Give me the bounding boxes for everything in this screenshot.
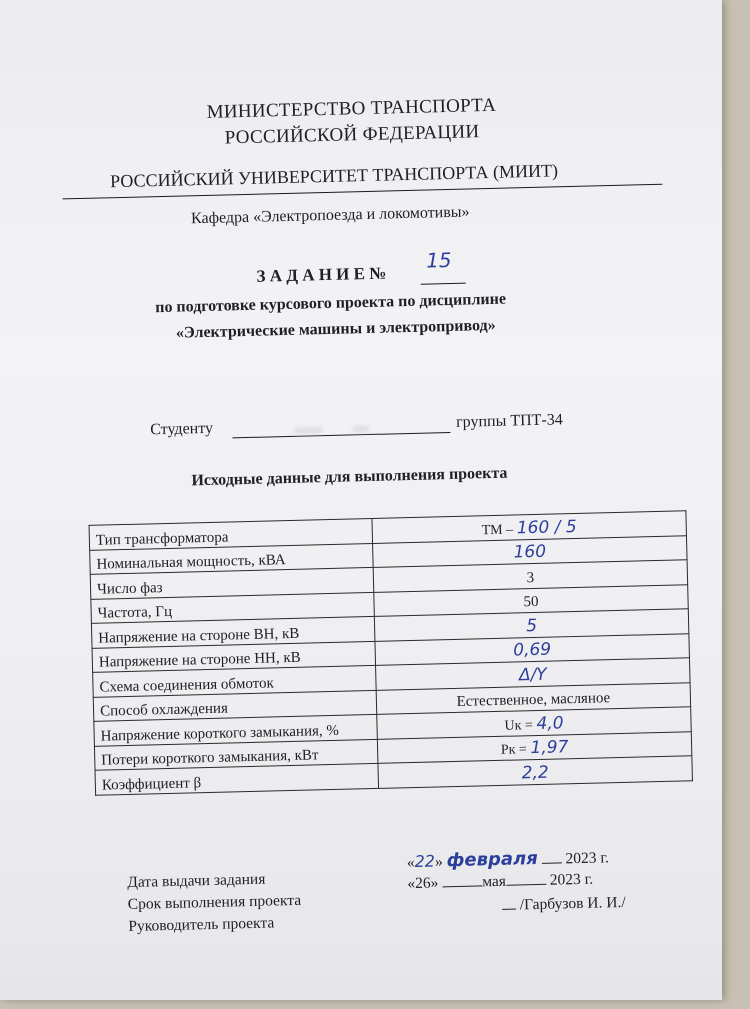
param-value: 160 <box>513 542 546 563</box>
ministry-line2: РОССИЙСКОЙ ФЕДЕРАЦИИ <box>0 116 713 156</box>
deadline-label: Срок выполнения проекта <box>128 892 302 914</box>
param-label: Потери короткого замыкания, кВт <box>94 739 378 770</box>
param-value: 2,2 <box>521 762 549 783</box>
param-label: Способ охлаждения <box>93 690 377 721</box>
deadline-day: 26 <box>415 875 431 892</box>
issue-date-label: Дата выдачи задания <box>127 871 266 892</box>
assignment-number-line <box>421 283 466 285</box>
param-value: Δ/Y <box>519 664 547 685</box>
param-label: Число фаз <box>90 567 374 598</box>
supervisor-label: Руководитель проекта <box>128 914 274 936</box>
param-label: Номинальная мощность, кВА <box>90 543 374 574</box>
param-value: 3 <box>526 570 534 586</box>
student-name-redacted <box>353 426 369 432</box>
ministry-line1: МИНИСТЕРСТВО ТРАНСПОРТА <box>0 90 713 130</box>
param-label: Частота, Гц <box>91 592 375 623</box>
param-value: 5 <box>526 615 537 635</box>
param-label: Тип трансформатора <box>89 518 373 549</box>
param-value: 0,69 <box>513 640 551 661</box>
param-prefix: ТМ – <box>482 522 514 538</box>
issue-day: 22 <box>414 852 435 871</box>
param-label: Напряжение короткого замыкания, % <box>94 714 378 745</box>
param-label: Схема соединения обмоток <box>93 665 377 696</box>
deadline-month: мая <box>482 873 506 891</box>
supervisor-signature <box>502 894 626 915</box>
param-label: Напряжение на стороне ВН, кВ <box>91 616 375 647</box>
student-label: Студенту <box>150 420 213 440</box>
param-value: 1,97 <box>530 737 568 758</box>
issue-date: «22» февраля 2023 г. <box>407 846 610 872</box>
student-name-redacted <box>294 427 322 434</box>
param-value: Естественное, масляное <box>456 690 610 710</box>
section-title: Исходные данные для выполнения проекта <box>191 465 507 491</box>
student-group: группы ТПТ-34 <box>456 411 563 432</box>
param-prefix: Pк = <box>501 742 527 758</box>
param-label: Коэффициент β <box>95 763 379 794</box>
parameters-table <box>89 510 693 795</box>
issue-year: 2023 г. <box>565 849 609 867</box>
deadline-date: «26» мая 2023 г. <box>407 871 593 894</box>
param-value: 4,0 <box>536 713 564 734</box>
department-name: Кафедра «Электропоезда и локомотивы» <box>191 203 470 228</box>
param-value: 160 / 5 <box>517 516 577 537</box>
issue-month: февраля <box>446 848 538 871</box>
subtitle-line1: по подготовке курсового проекта по дисциплине <box>155 291 506 318</box>
assignment-number: 15 <box>426 248 452 273</box>
supervisor-name: /Гарбузов И. И./ <box>520 894 626 914</box>
assignment-title: З А Д А Н И Е № <box>256 264 386 287</box>
subtitle-line2: «Электрические машины и электропривод» <box>176 317 496 343</box>
param-value: 50 <box>523 594 538 610</box>
param-prefix: Uк = <box>504 718 533 734</box>
deadline-year: 2023 г. <box>550 871 594 889</box>
university-name: РОССИЙСКИЙ УНИВЕРСИТЕТ ТРАНСПОРТА (МИИТ) <box>110 160 558 192</box>
param-label: Напряжение на стороне НН, кВ <box>92 641 376 672</box>
student-name-line <box>232 432 450 438</box>
